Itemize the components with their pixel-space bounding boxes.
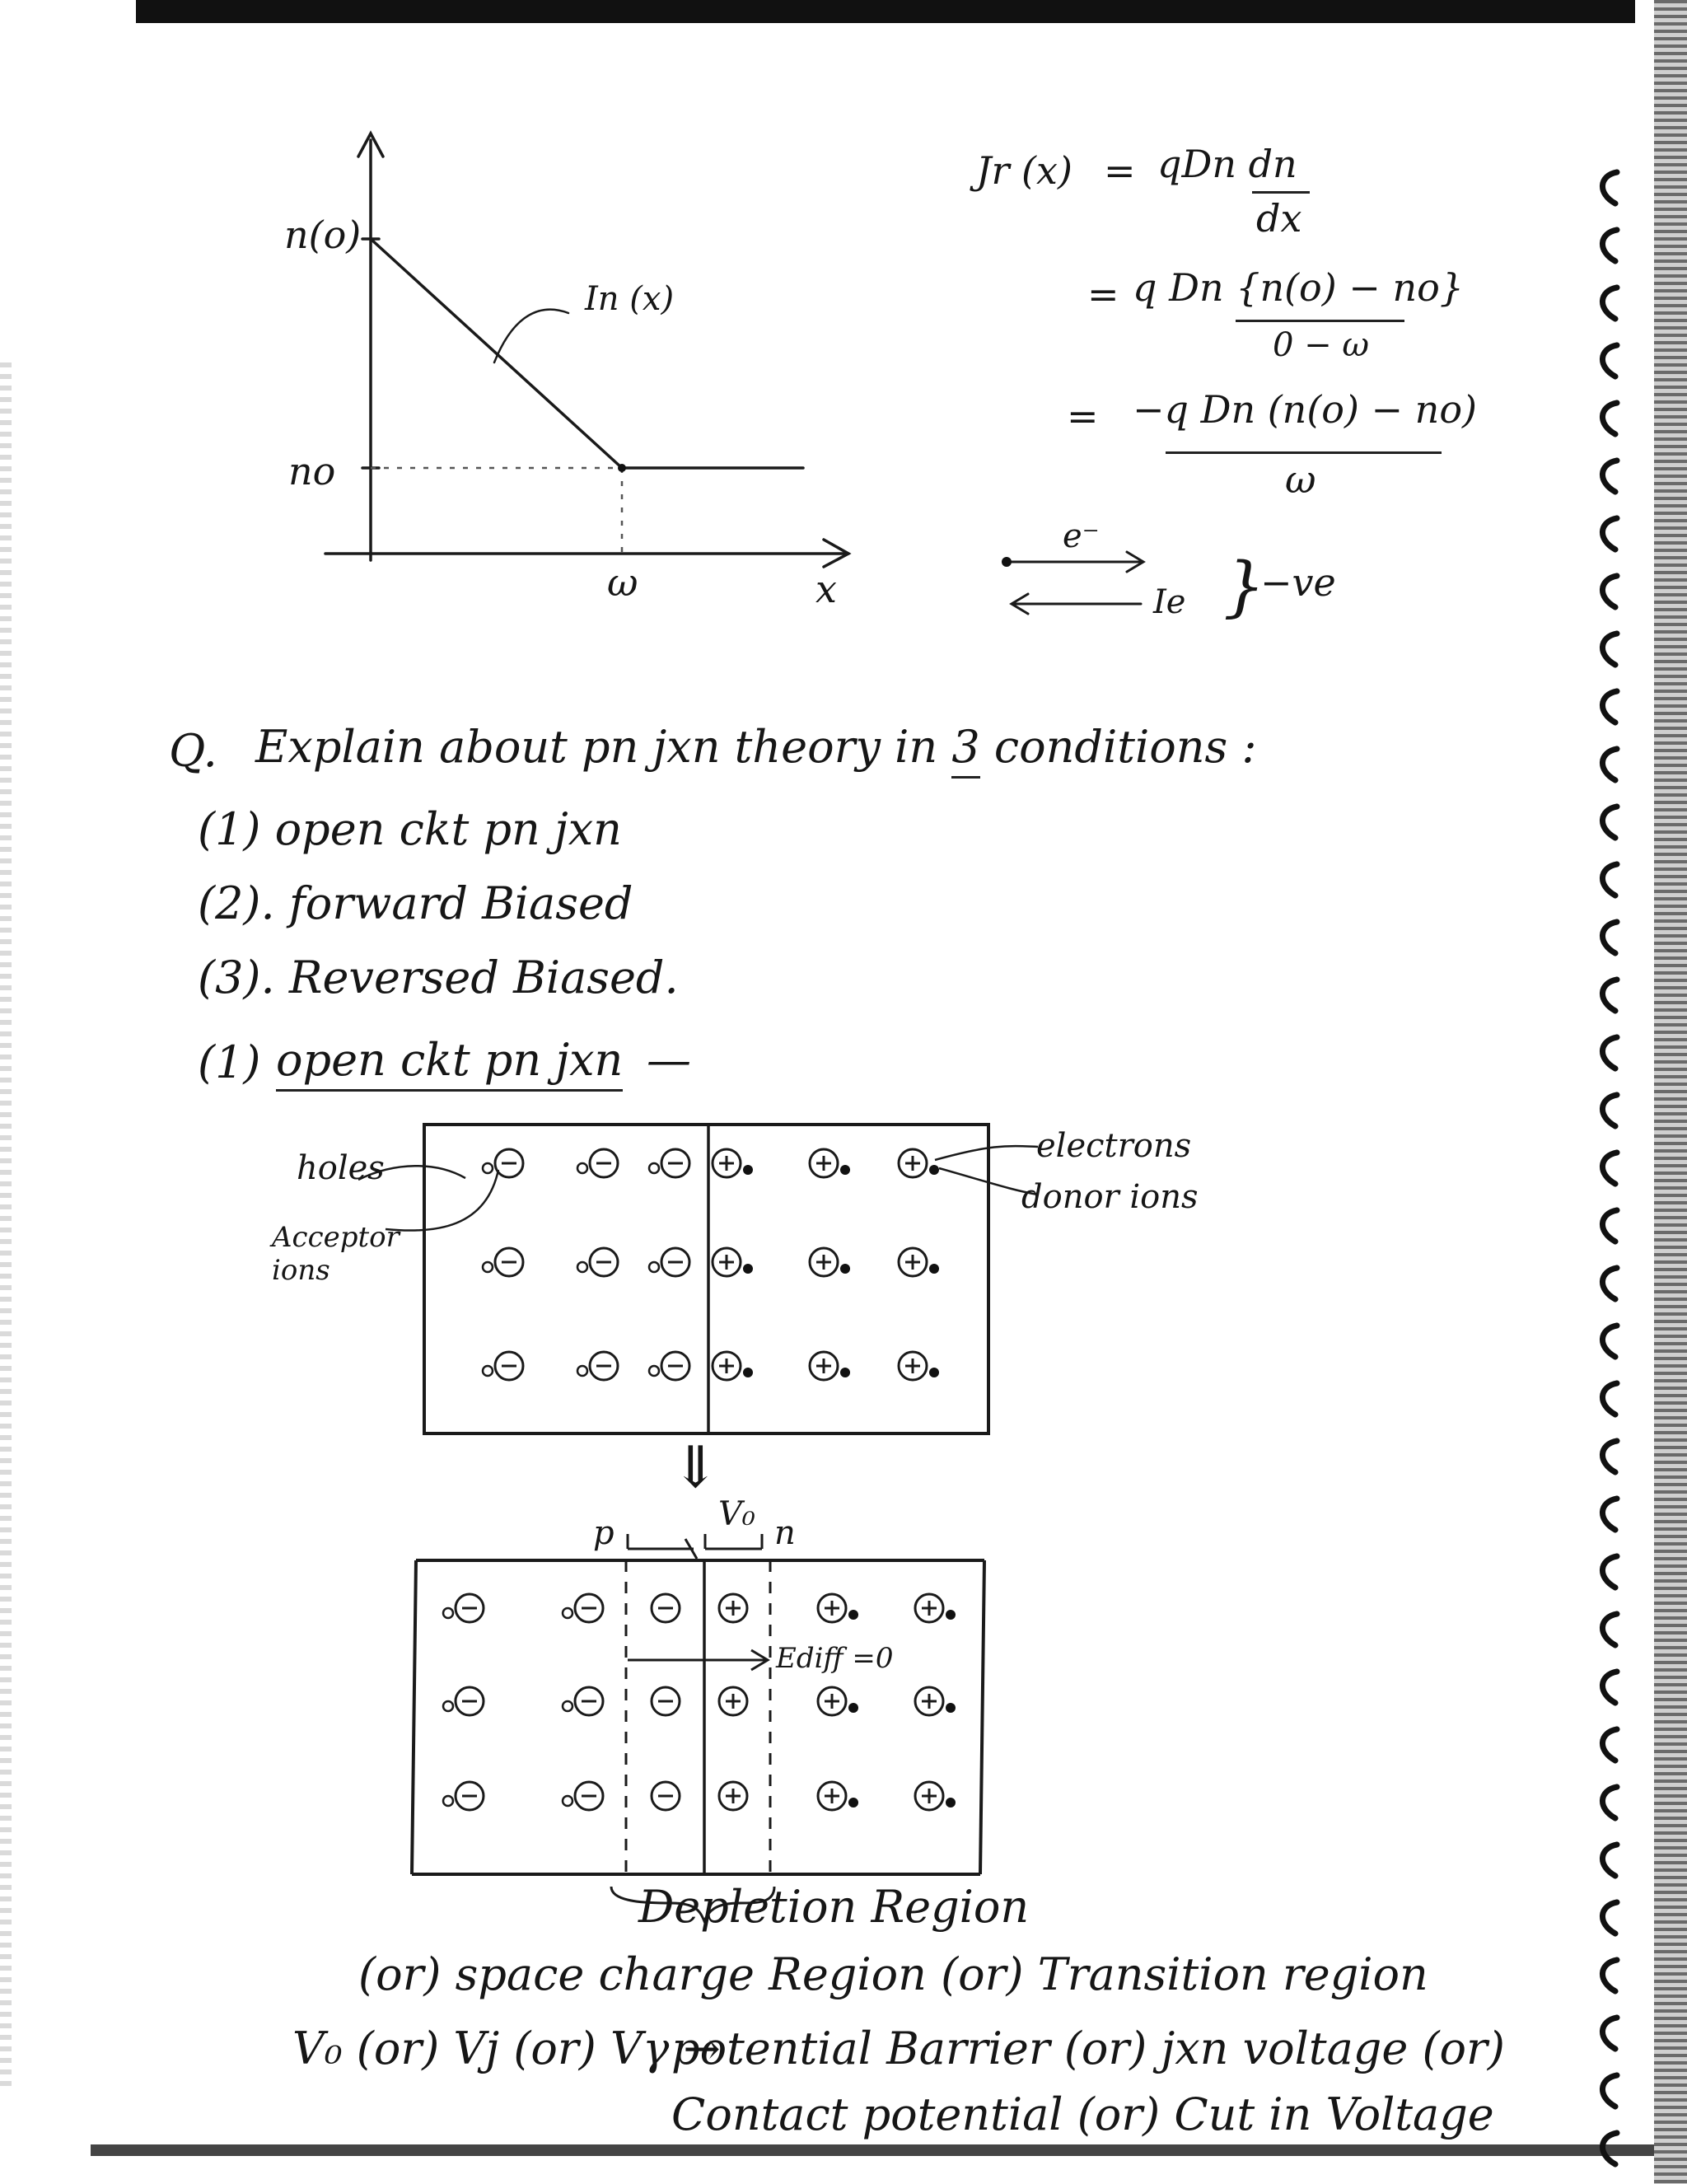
graph-x-axis-label: x — [815, 567, 837, 611]
acceptor-ion-with-hole — [443, 1687, 484, 1715]
scan-top-border — [136, 0, 1635, 23]
spiral-loop — [1594, 1092, 1620, 1129]
spiral-loop — [1594, 2130, 1620, 2168]
graph-knee-point — [618, 464, 626, 472]
question-item-1: (1) open ckt pn jxn — [198, 803, 622, 855]
eq2-denominator: 0 − ω — [1273, 326, 1370, 364]
eq2-equals: = — [1087, 272, 1119, 316]
spiral-loop — [1594, 169, 1620, 207]
uncovered-donor-ion — [719, 1782, 747, 1810]
section-dash: — — [647, 1034, 691, 1086]
spiral-loop — [1594, 861, 1620, 899]
uncovered-acceptor-ion — [652, 1594, 680, 1622]
spiral-loop — [1594, 1322, 1620, 1360]
region-label-p: p — [593, 1514, 615, 1552]
spiral-loop — [1594, 1841, 1620, 1879]
donor-ion-with-electron — [915, 1782, 956, 1810]
spiral-loop — [1594, 1957, 1620, 1995]
donor-ion-with-electron — [810, 1149, 850, 1177]
donor-ion-with-electron — [810, 1248, 850, 1276]
spiral-loop — [1594, 227, 1620, 264]
acceptor-ion-with-hole — [563, 1782, 603, 1810]
donor-ion-with-electron — [713, 1248, 753, 1276]
electrons-pointer — [935, 1146, 1038, 1160]
spiral-loop — [1594, 1438, 1620, 1475]
spiral-loop — [1594, 746, 1620, 783]
depletion-synonyms: (or) space charge Region (or) Transition region — [358, 1948, 1428, 2000]
spiral-loop — [1594, 342, 1620, 380]
spiral-loop — [1594, 976, 1620, 1014]
concentration-graph — [247, 115, 906, 626]
eq1-rhs-denominator: dx — [1256, 196, 1302, 241]
brace-symbol: } — [1223, 548, 1265, 624]
acceptor-ion-with-hole — [483, 1352, 523, 1380]
section-title: open ckt pn jxn — [276, 1034, 623, 1092]
graph-y-tick-bottom: no — [288, 449, 336, 493]
spiral-loop — [1594, 515, 1620, 553]
spiral-loop — [1594, 1207, 1620, 1245]
scan-bottom-border — [91, 2144, 1656, 2156]
eq1-equals: = — [1104, 148, 1136, 193]
scan-right-edge — [1654, 0, 1687, 2184]
graph-decay-line — [371, 239, 622, 468]
depletion-region-title: Depletion Region — [638, 1881, 1030, 1933]
pn-block-outline — [424, 1125, 988, 1433]
spiral-loop — [1594, 1784, 1620, 1822]
acceptor-ion-with-hole — [649, 1352, 689, 1380]
uncovered-donor-ion — [719, 1687, 747, 1715]
uncovered-donor-ion — [719, 1594, 747, 1622]
negative-sign-label: −ve — [1260, 560, 1336, 605]
spiral-loop — [1594, 1726, 1620, 1764]
spiral-loop — [1594, 803, 1620, 841]
donor-ion-with-electron — [899, 1352, 939, 1380]
region-label-n: n — [774, 1514, 796, 1552]
donor-ion-with-electron — [915, 1687, 956, 1715]
eq1-lhs: Jr (x) — [976, 148, 1072, 193]
acceptor-ion-with-hole — [577, 1149, 618, 1177]
spiral-loop — [1594, 2014, 1620, 2052]
scan-left-edge — [0, 362, 12, 2093]
spiral-loop — [1594, 919, 1620, 956]
eq3-fraction-bar — [1166, 451, 1442, 454]
eq2-numerator: q Dn {n(o) − no} — [1133, 265, 1465, 310]
depletion-block-right — [980, 1560, 984, 1874]
graph-x-tick: ω — [607, 560, 638, 605]
spiral-loop — [1594, 1265, 1620, 1302]
spiral-loop — [1594, 1495, 1620, 1533]
spiral-loop — [1594, 630, 1620, 668]
donor-ion-with-electron — [713, 1352, 753, 1380]
spiral-loop — [1594, 1668, 1620, 1706]
electron-label: e⁻ — [1063, 517, 1100, 555]
eq3-equals: = — [1067, 394, 1099, 438]
depletion-block-left — [412, 1560, 416, 1874]
acceptor-ion-with-hole — [563, 1594, 603, 1622]
barrier-voltage-label: V₀ — [718, 1495, 755, 1533]
potential-names-1: potential Barrier (or) jxn voltage (or) — [671, 2023, 1505, 2074]
current-label: Ie — [1153, 583, 1186, 621]
donor-ion-with-electron — [818, 1594, 858, 1622]
label-electrons: electrons — [1036, 1127, 1192, 1165]
graph-label-pointer — [494, 310, 568, 362]
spiral-loop — [1594, 688, 1620, 726]
field-label: Ediff =0 — [776, 1642, 894, 1675]
potential-symbols: V₀ (or) Vj (or) Vγ → — [292, 2023, 721, 2074]
eq3-numerator: −q Dn (n(o) − no) — [1133, 387, 1477, 432]
spiral-loop — [1594, 1149, 1620, 1187]
donor-ion-with-electron — [713, 1149, 753, 1177]
transition-arrow: ⇓ — [671, 1433, 720, 1501]
donor-ion-with-electron — [818, 1782, 858, 1810]
acceptor-ion-with-hole — [443, 1782, 484, 1810]
donor-ion-with-electron — [899, 1149, 939, 1177]
spiral-loop — [1594, 457, 1620, 495]
acceptor-ion-with-hole — [649, 1149, 689, 1177]
acceptor-ion-with-hole — [577, 1352, 618, 1380]
spiral-loop — [1594, 400, 1620, 437]
label-holes: holes — [297, 1149, 385, 1187]
spiral-loop — [1594, 1380, 1620, 1418]
spiral-loop — [1594, 1553, 1620, 1591]
question-item-3: (3). Reversed Biased. — [198, 952, 679, 1003]
acceptor-ion-with-hole — [483, 1248, 523, 1276]
eq1-rhs-numerator: qDn dn — [1157, 142, 1297, 186]
uncovered-acceptor-ion — [652, 1687, 680, 1715]
donor-ion-with-electron — [810, 1352, 850, 1380]
question-line: Explain about pn jxn theory in 3 conditions : — [255, 721, 1257, 773]
label-acceptor-ions: Acceptor ions — [272, 1221, 400, 1287]
uncovered-acceptor-ion — [652, 1782, 680, 1810]
question-prefix: Q. — [169, 725, 217, 777]
graph-curve-label: In (x) — [585, 280, 675, 318]
spiral-loop — [1594, 284, 1620, 322]
eq1-fraction-bar — [1252, 191, 1310, 194]
acceptor-ion-with-hole — [483, 1149, 523, 1177]
eq3-denominator: ω — [1285, 457, 1316, 502]
graph-y-tick-top: n(o) — [284, 213, 362, 257]
label-donor-ions: donor ions — [1021, 1178, 1199, 1216]
acceptor-pointer — [386, 1170, 498, 1231]
donor-ion-with-electron — [915, 1594, 956, 1622]
donor-ion-with-electron — [818, 1687, 858, 1715]
acceptor-ion-with-hole — [563, 1687, 603, 1715]
section-number: (1) — [198, 1036, 261, 1088]
spiral-loop — [1594, 1611, 1620, 1649]
spiral-loop — [1594, 1034, 1620, 1072]
acceptor-ion-with-hole — [649, 1248, 689, 1276]
ion-grid-2 — [443, 1594, 956, 1810]
spiral-loop — [1594, 573, 1620, 610]
spiral-loop — [1594, 2072, 1620, 2110]
acceptor-ion-with-hole — [577, 1248, 618, 1276]
donor-ion-with-electron — [899, 1248, 939, 1276]
eq2-fraction-bar — [1236, 320, 1404, 322]
spiral-loop — [1594, 1899, 1620, 1937]
ion-grid-1 — [483, 1149, 939, 1380]
potential-names-2: Contact potential (or) Cut in Voltage — [671, 2088, 1494, 2140]
acceptor-ion-with-hole — [443, 1594, 484, 1622]
question-item-2: (2). forward Biased — [198, 877, 633, 929]
